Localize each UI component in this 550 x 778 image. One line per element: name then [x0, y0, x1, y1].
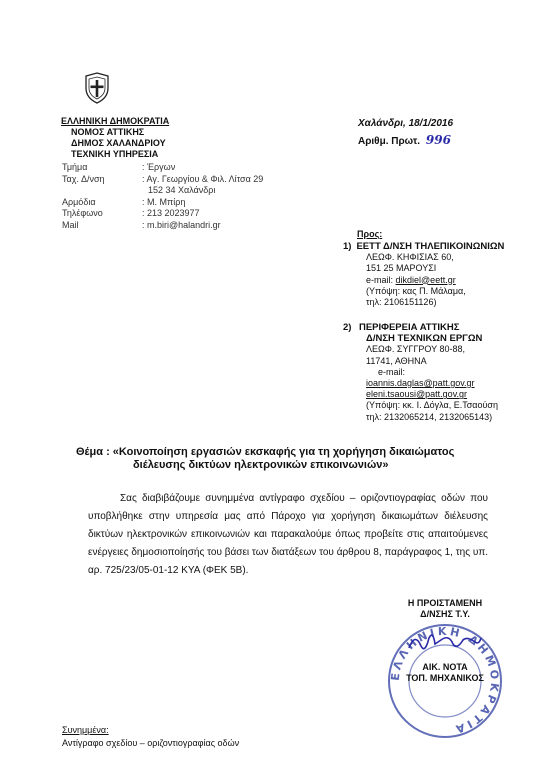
info-value: : m.biri@halandri.gr [142, 219, 221, 230]
signature-title-2: Δ/ΝΣΗΣ Τ.Υ. [420, 609, 470, 619]
date-line [358, 117, 453, 131]
recipient-2-email-link-2[interactable]: eleni.tsaousi@patt.gov.gr [366, 389, 468, 400]
recipient-1-phone: τηλ: 2106151126) [366, 297, 437, 308]
greek-coat-of-arms-icon [84, 72, 110, 104]
recipient-2 [343, 322, 498, 423]
info-row [62, 162, 263, 174]
header-department: ΤΕΧΝΙΚΗ ΥΠΗΡΕΣΙΑ [71, 149, 159, 159]
header-country: ΕΛΛΗΝΙΚΗ ΔΗΜΟΚΡΑΤΙΑ [61, 116, 170, 126]
recipient-1-email-link[interactable]: dikdiel@eett.gr [395, 274, 456, 285]
info-label: Τμήμα [62, 162, 88, 172]
info-label: Ταχ. Δ/νση [62, 173, 105, 184]
recipient-2-email-link-1[interactable]: ioannis.daglas@patt.gov.gr [366, 378, 475, 389]
stamp-text: ΕΛΛΗΝΙΚΗ ΔΗΜΟΚΡΑΤΙΑ [388, 624, 502, 737]
handwritten-signature-icon [405, 628, 485, 654]
date-label: Χαλάνδρι, [358, 118, 406, 129]
info-row [62, 174, 263, 186]
recipient-1-address-1: ΛΕΩΦ. ΚΗΦΙΣΙΑΣ 60, [366, 252, 454, 263]
attachments-title: Συνημμένα: [62, 725, 109, 735]
info-table [62, 162, 263, 231]
recipients-title: Προς: [357, 229, 383, 239]
header-municipality: ΔΗΜΟΣ ΧΑΛΑΝΔΡΙΟΥ [71, 138, 166, 148]
recipient-2-phone: τηλ: 2132065214, 2132065143) [366, 411, 493, 422]
subject-text-1: «Κοινοποίηση εργασιών εκσκαφής για τη χορήγηση δικαιώματος [112, 446, 455, 458]
protocol-label: Αριθμ. Πρωτ. [358, 136, 421, 147]
recipient-2-attention: (Υπόψη: κκ. Ι. Δόγλα, Ε.Τσαούση [366, 400, 498, 411]
info-value: : 213 2023977 [142, 208, 200, 218]
info-row [62, 208, 263, 220]
recipient-2-address-2: 11741, ΑΘΗΝΑ [366, 355, 427, 366]
info-row [62, 220, 263, 232]
recipient-2-name-1: ΠΕΡΙΦΕΡΕΙΑ ΑΤΤΙΚΗΣ [358, 322, 460, 333]
recipient-1-attention: (Υπόψη: κας Π. Μάλαμα, [366, 285, 466, 296]
info-row [62, 197, 263, 209]
info-label [62, 185, 148, 197]
recipient-1-number: 1) [343, 241, 352, 252]
protocol-number: 996 [425, 133, 451, 147]
info-value: : Αγ. Γεωργίου & Φιλ. Λίτσα 29 [142, 173, 264, 184]
info-row [62, 185, 263, 197]
recipient-2-name-2: Δ/ΝΣΗ ΤΕΧΝΙΚΩΝ ΕΡΓΩΝ [366, 333, 483, 345]
attachments-item: Αντίγραφο σχεδίου – οριζοντιογραφίας οδών [62, 738, 240, 748]
info-label: Τηλέφωνο [62, 208, 103, 218]
signature-title-1: Η ΠΡΟΙΣΤΑΜΕΝΗ [407, 598, 483, 608]
subject-line-1 [76, 446, 454, 459]
recipient-2-number: 2) [343, 322, 352, 333]
header-prefecture: ΝΟΜΟΣ ΑΤΤΙΚΗΣ [71, 127, 145, 137]
signatory-name: ΑΙΚ. ΝΟΤΑ [422, 662, 468, 672]
signatory-role: ΤΟΠ. ΜΗΧΑΝΙΚΟΣ [406, 673, 484, 683]
info-value: 152 34 Χαλάνδρι [148, 185, 216, 195]
subject-line-2: διέλευσης δικτύων ηλεκτρονικών επικοινωνιών» [133, 459, 389, 471]
subject-label: Θέμα : [76, 446, 110, 458]
recipient-1-name: ΕΕΤΤ Δ/ΝΣΗ ΤΗΛΕΠΙΚΟΙΝΩΝΙΩΝ [356, 241, 505, 252]
recipient-1-address-2: 151 25 ΜΑΡΟΥΣΙ [366, 263, 437, 274]
info-value: : Έργων [142, 162, 176, 172]
body-paragraph: Σας διαβιβάζουμε συνημμένα αντίγραφο σχεδίου – οριζοντιογραφίας οδών που υποβλήθηκε στην υπηρεσία μας από Πάροχο για χορήγηση δικαιωμάτων διέλευσης δικτύων ηλεκτρονικών επικοινωνιών και παρακαλούμε όπως προβείτε στις απαιτούμενες ενέργειες δημοσιοποίησής του βάσει των διατάξεων του άρθρου 8, παράγραφος 1, της υπ. αρ. 725/23/05-01-12 ΚΥΑ (ΦΕΚ 5Β). [88, 493, 488, 576]
info-value: : Μ. Μπίρη [142, 196, 186, 207]
protocol-line [358, 133, 451, 149]
date-value: 18/1/2016 [408, 118, 454, 129]
recipient-1-email-label: e-mail: [366, 274, 394, 285]
recipient-1 [343, 241, 504, 308]
recipient-2-address-1: ΛΕΩΦ. ΣΥΓΓΡΟΥ 80-88, [366, 344, 465, 355]
recipient-2-email-label: e-mail: [378, 366, 406, 377]
info-label: Αρμόδια [62, 196, 96, 207]
info-label: Mail [62, 219, 79, 230]
